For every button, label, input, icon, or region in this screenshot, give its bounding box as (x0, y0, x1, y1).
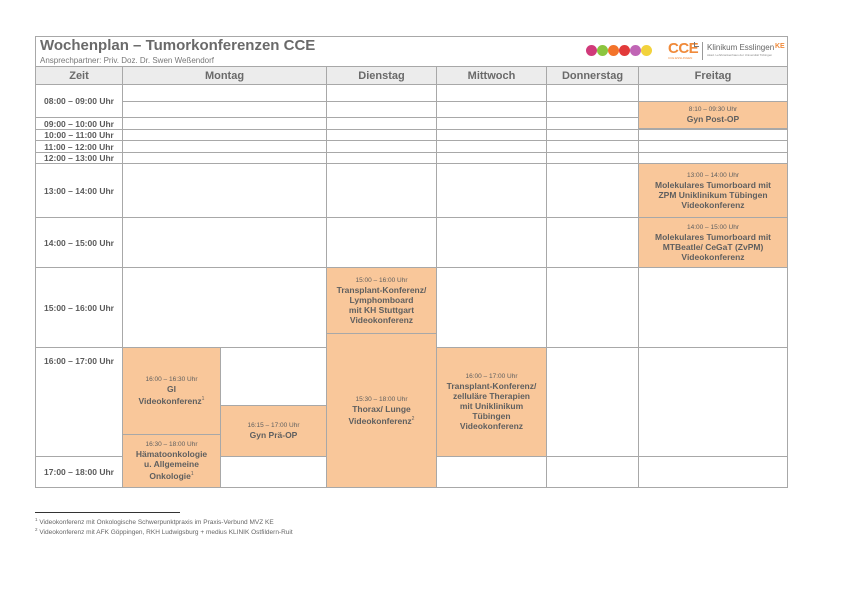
ke-logo: KE (775, 43, 785, 50)
footnote-mark: 1 (35, 517, 38, 522)
event-time: 16:15 – 17:00 Uhr (247, 422, 300, 429)
time-slot: 16:00 – 17:00 Uhr (35, 347, 123, 457)
logo-dot-icon (619, 45, 630, 56)
footnote-mark: 1 (201, 396, 205, 403)
footnote: $^2$ Videokonferenz mit AFK Göppingen, RKH Ludwigsburg + medius KLINIK Ostfildern-Ruit (35, 527, 293, 537)
time-slot: 08:00 – 09:00 Uhr (35, 84, 123, 118)
logo-bar (586, 40, 786, 62)
clinic-logo-subtitle: Akad. Lehrkrankenhaus der Universität Tübingen (707, 53, 773, 57)
logo-dot-icon (597, 45, 608, 56)
event-title: Gyn Prä-OP (249, 430, 298, 440)
time-slot: 13:00 – 14:00 Uhr (35, 163, 123, 218)
event-time: 13:00 – 14:00 Uhr (686, 171, 740, 179)
event-haematoonkologie[interactable] (122, 434, 221, 488)
event-title: Thorax/ Lunge Videokonferenz$^2$ (348, 403, 415, 426)
event-title: Gyn Post-OP (686, 114, 740, 124)
column-header-tuesday: Dienstag (326, 66, 437, 85)
event-gi[interactable] (122, 347, 221, 435)
event-transplant-cell-therapies[interactable] (436, 347, 547, 457)
time-slot: 17:00 – 18:00 Uhr (35, 456, 123, 488)
event-title: GI Videokonferenz$^1$ (138, 384, 205, 406)
logo-dot-icon (641, 45, 652, 56)
column-header-time: Zeit (35, 66, 123, 85)
time-slot: 10:00 – 11:00 Uhr (35, 129, 123, 141)
event-molecular-tumorboard-mtbeatle[interactable] (638, 217, 788, 268)
grid-line (122, 152, 788, 153)
event-transplant-lymphomboard[interactable] (326, 267, 437, 334)
event-molecular-tumorboard-zpm[interactable] (638, 163, 788, 218)
event-gyn-post-op[interactable] (638, 101, 788, 129)
logo-dot-icon (586, 45, 597, 56)
time-slot: 09:00 – 10:00 Uhr (35, 117, 123, 130)
column-header-friday: Freitag (638, 66, 788, 85)
logo-dot-icon (608, 45, 619, 56)
footnote-mark: 1 (190, 471, 194, 478)
cce-logo: CCE (668, 40, 699, 57)
column-header-thursday: Donnerstag (546, 66, 639, 85)
time-slot: 11:00 – 12:00 Uhr (35, 140, 123, 153)
event-title: Molekulares Tumorboard mit ZPM Uniklinikum Tübingen Videokonferenz (654, 179, 772, 210)
footnote-mark: 2 (35, 527, 38, 532)
event-title: Transplant-Konferenz/ Lymphomboard mit KH Stuttgart Videokonferenz (336, 284, 427, 325)
event-thorax-lunge[interactable] (326, 333, 437, 488)
event-title: Molekulares Tumorboard mit MTBeatle/ CeGaT (ZvPM) Videokonferenz (654, 231, 772, 262)
event-title: Hämatoonkologie u. Allgemeine Onkologie$^1$ (135, 449, 208, 481)
clinic-logo-name: Klinikum Esslingen (707, 43, 775, 52)
logo-dot-icon (630, 45, 641, 56)
time-slot: 12:00 – 13:00 Uhr (35, 152, 123, 164)
page-title: Wochenplan – Tumorkonferenzen CCE (40, 37, 316, 54)
event-time: 16:00 – 17:00 Uhr (465, 373, 518, 380)
event-time: 15:00 – 16:00 Uhr (355, 276, 408, 284)
time-slot: 14:00 – 15:00 Uhr (35, 217, 123, 268)
grid-line (122, 129, 788, 130)
grid-line (638, 84, 639, 488)
event-time: 8:10 – 09:30 Uhr (688, 106, 738, 113)
time-slot: 15:00 – 16:00 Uhr (35, 267, 123, 348)
event-time: 14:00 – 15:00 Uhr (686, 223, 740, 231)
footnote-mark: 2 (411, 415, 415, 422)
clinic-mark-icon (694, 42, 699, 47)
page-subtitle: Ansprechpartner: Priv. Doz. Dr. Swen Weßendorf (40, 56, 214, 65)
event-time: 16:00 – 16:30 Uhr (145, 376, 198, 384)
column-header-wednesday: Mittwoch (436, 66, 547, 85)
event-time: 15:30 – 18:00 Uhr (355, 395, 408, 403)
event-title: Transplant-Konferenz/ zelluläre Therapien mit Uniklinikum Tübingen Videokonferenz (446, 381, 537, 431)
column-header-monday: Montag (122, 66, 327, 85)
event-time: 16:30 – 18:00 Uhr (145, 441, 198, 449)
footnote-rule (35, 512, 180, 513)
cce-logo-subtitle: CCE ESSLINGEN (668, 56, 693, 60)
event-gyn-pre-op[interactable] (220, 405, 327, 457)
footnote: $^1$ Videokonferenz mit Onkologische Schwerpunktpraxis im Praxis-Verbund MVZ KE (35, 517, 274, 527)
grid-line (122, 140, 788, 141)
logo-divider (702, 42, 703, 60)
